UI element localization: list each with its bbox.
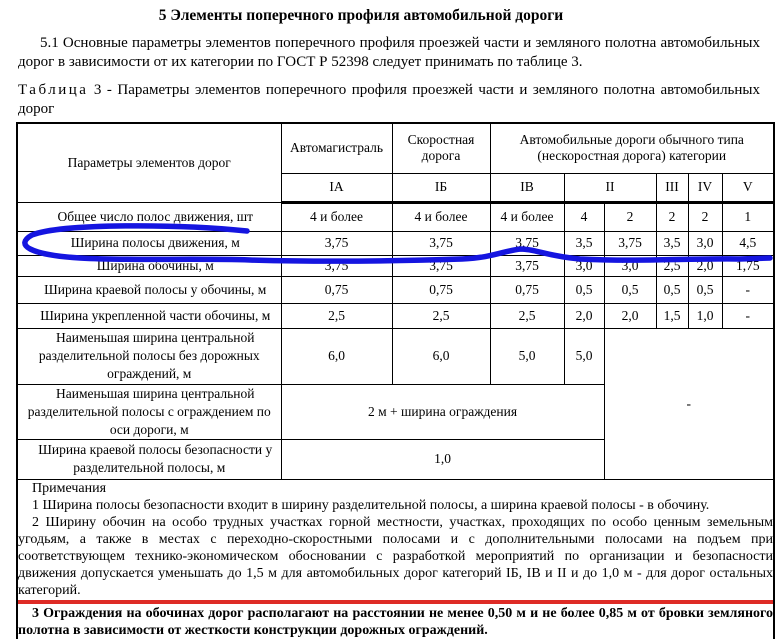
cell-value: 2	[604, 202, 656, 231]
notes-heading: Примечания	[32, 480, 107, 496]
col-header-cat-4: IV	[688, 173, 722, 202]
row-label: Ширина краевой полосы у обочины, м	[17, 276, 281, 303]
cell-value: 3,75	[604, 231, 656, 255]
road-parameters-table	[16, 122, 775, 639]
cell-value: 5,0	[564, 328, 604, 384]
cell-merged-value: 2 м + ширина ограждения	[281, 384, 604, 439]
table-row-edge-strip-width	[17, 276, 774, 303]
cell-value: 3,0	[564, 255, 604, 276]
document-title: 5 Элементы поперечного профиля автомобильной дороги	[158, 7, 564, 24]
cell-value: 4 и более	[281, 202, 392, 231]
cell-value: 2,0	[688, 255, 722, 276]
row-label: Наименьшая ширина центральной разделительной полосы без дорожных ограждений, м	[17, 328, 281, 384]
col-header-cat-IV: IВ	[490, 173, 564, 202]
row-label: Ширина укрепленной части обочины, м	[17, 303, 281, 328]
row-label: Ширина обочины, м	[17, 255, 281, 276]
cell-value: 6,0	[392, 328, 490, 384]
cell-value: 3,75	[490, 231, 564, 255]
cell-value: 3,5	[656, 231, 688, 255]
note-3: 3 Ограждения на обочинах дорог располагают на расстоянии не менее 0,50 м и не более 0,85 м от бровки земляного полотна в зависимости от жесткости конструкции дорожных ограждений.	[18, 605, 774, 638]
col-header-ordinary-roads: Автомобильные дороги обычного типа (нескоростная дорога) категории	[490, 123, 774, 173]
col-header-motorway: Автомагистраль	[281, 123, 392, 173]
col-header-parameters: Параметры элементов дорог	[17, 123, 281, 202]
table-caption	[18, 81, 760, 119]
cell-value: 1,0	[688, 303, 722, 328]
cell-value: 0,5	[604, 276, 656, 303]
cell-value: 6,0	[281, 328, 392, 384]
cell-value: 3,0	[688, 231, 722, 255]
cell-value: 2,5	[392, 303, 490, 328]
cell-value: 2	[688, 202, 722, 231]
cell-value: 3,5	[564, 231, 604, 255]
cell-value: 0,5	[564, 276, 604, 303]
cell-value: 4 и более	[490, 202, 564, 231]
cell-value: 0,75	[490, 276, 564, 303]
notes-cell	[17, 479, 774, 639]
cell-value: 4	[564, 202, 604, 231]
paragraph-5-1: 5.1 Основные параметры элементов поперечного профиля проезжей части и земляного полотна автомобильных дорог в зависимости от их категории по ГОСТ Р 52398 следует принимать по таблице 3.	[18, 35, 760, 70]
col-header-cat-IB: IБ	[392, 173, 490, 202]
cell-value: 3,75	[281, 255, 392, 276]
cell-value: -	[722, 276, 774, 303]
cell-value: 4,5	[722, 231, 774, 255]
cell-value: 0,5	[656, 276, 688, 303]
cell-value: 2	[656, 202, 688, 231]
cell-value: 2,5	[490, 303, 564, 328]
note-2: 2 Ширину обочин на особо трудных участках горной местности, участках, проходящих по особо ценным земельным угодьям, а также в местах с переходно-скоростными полосами и с дополнительными полосами на подъем при соответствующем технико-экономическом обосновании с разработкой мероприятий по организации и безопасности движения допускается уменьшать до 1,5 м для автомобильных дорог категорий IБ, IВ и II и до 1,0 м - для дорог остальных категорий.	[18, 514, 774, 598]
cell-value: 5,0	[490, 328, 564, 384]
cell-value: 2,5	[656, 255, 688, 276]
cell-value: 2,0	[564, 303, 604, 328]
cell-value: 2,0	[604, 303, 656, 328]
cell-value: 3,0	[604, 255, 656, 276]
table-row-reinforced-shoulder-width	[17, 303, 774, 328]
row-label: Ширина краевой полосы безопасности у разделительной полосы, м	[17, 439, 281, 479]
cell-value: 0,5	[688, 276, 722, 303]
table-row-median-without-barriers	[17, 328, 774, 384]
col-header-cat-II: II	[564, 173, 656, 202]
cell-value: -	[722, 303, 774, 328]
table-row-shoulder-width	[17, 255, 774, 276]
table-caption-word: Таблица	[18, 82, 89, 98]
row-label: Общее число полос движения, шт	[17, 202, 281, 231]
col-header-expressway: Скоростная дорога	[392, 123, 490, 173]
cell-value: 3,75	[392, 231, 490, 255]
cell-merged-dash: -	[604, 328, 774, 479]
note-1: 1 Ширина полосы безопасности входит в ширину разделительной полосы, а ширина краевой полосы - в обочину.	[32, 497, 710, 513]
cell-value: 0,75	[281, 276, 392, 303]
col-header-cat-III: III	[656, 173, 688, 202]
cell-value: 1,5	[656, 303, 688, 328]
col-header-cat-V: V	[722, 173, 774, 202]
table-row-lane-width	[17, 231, 774, 255]
row-label: Ширина полосы движения, м	[17, 231, 281, 255]
cell-value: 4 и более	[392, 202, 490, 231]
table-row-lanes-count	[17, 202, 774, 231]
highlight-box-annotation	[17, 600, 774, 639]
cell-value: 3,75	[392, 255, 490, 276]
cell-value: 1	[722, 202, 774, 231]
cell-value: 3,75	[281, 231, 392, 255]
cell-value: 0,75	[392, 276, 490, 303]
cell-merged-value: 1,0	[281, 439, 604, 479]
col-header-cat-IA: IA	[281, 173, 392, 202]
table-notes-row	[17, 479, 774, 639]
cell-value: 2,5	[281, 303, 392, 328]
table-caption-text: 3 - Параметры элементов поперечного профиля проезжей части и земляного полотна автомобильных дорог	[18, 82, 761, 117]
row-label: Наименьшая ширина центральной разделительной полосы с ограждением по оси дороги, м	[17, 384, 281, 439]
header-group-row	[17, 123, 774, 173]
cell-value: 1,75	[722, 255, 774, 276]
cell-value: 3,75	[490, 255, 564, 276]
